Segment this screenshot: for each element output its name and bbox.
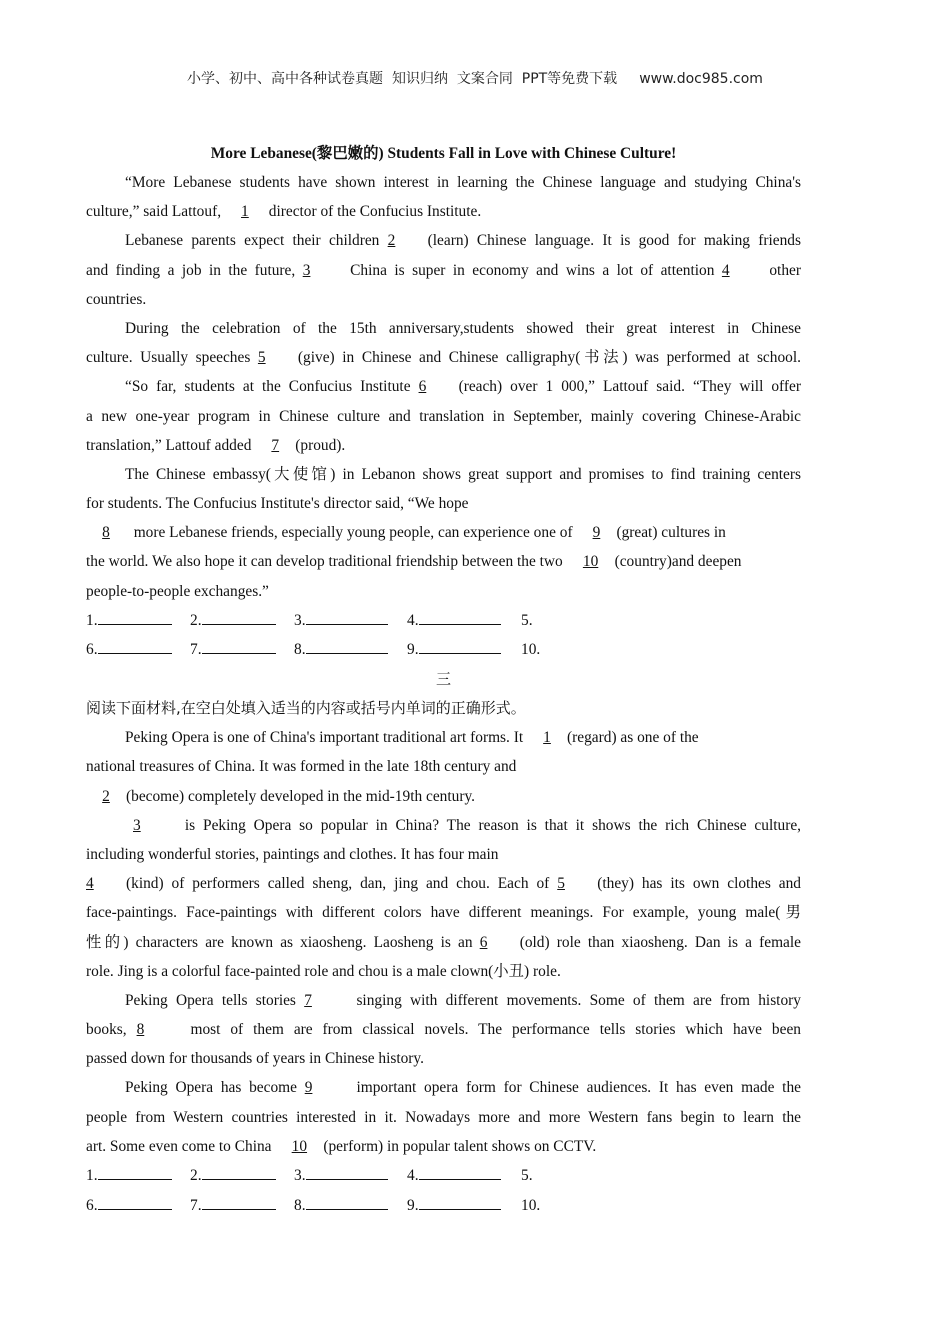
- answer-label: 1.: [86, 1167, 98, 1184]
- section-number: 三: [435, 669, 451, 688]
- text: (regard) as one of the: [567, 729, 699, 747]
- answer-slot[interactable]: [407, 606, 521, 636]
- answer-line: [98, 1195, 172, 1210]
- text: more Lebanese friends, especially young people, can experience one of: [133, 524, 573, 542]
- p2-line: [86, 752, 801, 781]
- answer-line: [306, 610, 388, 625]
- answer-line: [202, 610, 276, 625]
- p2-line: [86, 1015, 801, 1044]
- p2-blank-5[interactable]: 5: [557, 875, 565, 893]
- answer-row: [86, 635, 801, 665]
- p2-line: [86, 1044, 801, 1073]
- blank-6[interactable]: 6: [418, 378, 427, 396]
- answer-slot[interactable]: [86, 606, 190, 636]
- text: including wonderful stories, paintings and clothes. It has four main: [86, 845, 499, 863]
- p2-blank-8[interactable]: 8: [136, 1021, 145, 1039]
- answer-label: 8.: [294, 641, 306, 659]
- p1-line: [86, 460, 801, 489]
- answer-label: 6.: [86, 1196, 98, 1214]
- answer-label: 8.: [294, 1196, 306, 1214]
- answer-slot[interactable]: [294, 635, 407, 665]
- answer-slot[interactable]: [86, 1161, 190, 1191]
- answer-line: [306, 1165, 388, 1180]
- text: culture. Usually speeches: [86, 349, 251, 367]
- answer-line: [98, 610, 172, 625]
- text: translation,” Lattouf added: [86, 436, 252, 454]
- answer-label: 3.: [294, 1167, 306, 1184]
- answer-line: [419, 639, 501, 654]
- text: is Peking Opera so popular in China? The reason is that it shows the rich Chinese culture,: [184, 816, 801, 834]
- header-text: 小学、初中、高中各种试卷真题 知识归纳 文案合同 PPT等免费下载: [187, 71, 618, 87]
- text: (they) has its own clothes and: [597, 875, 801, 893]
- answer-slot[interactable]: [86, 635, 190, 665]
- answer-slot[interactable]: [521, 1161, 533, 1191]
- p1-line: [86, 197, 801, 226]
- blank-1[interactable]: 1: [241, 203, 249, 221]
- text: a new one-year program in Chinese culture and translation in September, mainly covering Chinese-Arabic: [86, 407, 801, 425]
- text: most of them are from classical novels. The performance tells stories which have been: [190, 1021, 801, 1039]
- answer-slot[interactable]: [407, 1191, 521, 1221]
- p2-line: [86, 986, 801, 1015]
- p2-line: [86, 869, 801, 898]
- answer-label: 10.: [521, 1196, 541, 1214]
- p2-blank-1[interactable]: 1: [543, 729, 551, 747]
- text: role. Jing is a colorful face-painted role and chou is a male clown(小丑) role.: [86, 962, 561, 980]
- answer-line: [202, 1195, 276, 1210]
- blank-10[interactable]: 10: [582, 553, 599, 571]
- p2-line: [86, 1132, 801, 1161]
- text: (kind) of performers called sheng, dan, jing and chou. Each of: [126, 875, 550, 893]
- p1-line: [86, 402, 801, 431]
- text: people from Western countries interested in it. Nowadays more and more Western fans begin to learn the: [86, 1108, 801, 1126]
- p2-line: [86, 898, 801, 927]
- answer-line: [202, 639, 276, 654]
- answer-row: [86, 1161, 801, 1191]
- blank-8[interactable]: 8: [102, 524, 110, 542]
- answer-slot[interactable]: [294, 606, 407, 636]
- p1-line: [86, 226, 801, 255]
- answer-label: 9.: [407, 1196, 419, 1214]
- text: (proud).: [295, 436, 346, 454]
- text: Peking Opera tells stories: [125, 991, 296, 1009]
- answer-label: 6.: [86, 641, 98, 659]
- text: (give) in Chinese and Chinese calligraphy(书法) was performed at school.: [297, 349, 801, 367]
- answer-label: 7.: [190, 1196, 202, 1214]
- answer-line: [202, 1165, 276, 1180]
- text: Peking Opera has become: [125, 1079, 297, 1097]
- section-instruction: 阅读下面材料,在空白处填入适当的内容或括号内单词的正确形式。: [86, 699, 526, 717]
- answer-label: 3.: [294, 611, 306, 629]
- document-body: [86, 139, 801, 1220]
- answer-slot[interactable]: [521, 606, 533, 636]
- text: “More Lebanese students have shown interest in learning the Chinese language and studying China's: [125, 174, 801, 191]
- answer-label: 2.: [190, 1167, 202, 1184]
- p2-line: [86, 782, 801, 811]
- text: (reach) over 1 000,” Lattouf said. “They will offer: [458, 378, 801, 396]
- answer-slot[interactable]: [294, 1191, 407, 1221]
- answer-slot[interactable]: [190, 635, 294, 665]
- p2-line: [86, 957, 801, 986]
- p2-blank-2[interactable]: 2: [102, 787, 110, 805]
- answer-line: [306, 1195, 388, 1210]
- answer-slot[interactable]: [521, 1191, 540, 1221]
- text: (great) cultures in: [616, 524, 726, 542]
- answer-row: [86, 606, 801, 636]
- answer-label: 2.: [190, 611, 202, 629]
- p1-line: [86, 256, 801, 285]
- p2-line: [86, 811, 801, 840]
- text: other: [769, 261, 801, 279]
- text: Lebanese parents expect their children: [125, 232, 380, 250]
- p1-line: [86, 168, 801, 197]
- blank-3[interactable]: 3: [302, 261, 311, 279]
- text: During the celebration of the 15th anniversary,students showed their great interest in Chinese: [125, 319, 801, 337]
- p2-line: [86, 1073, 801, 1102]
- p1-line: [86, 372, 801, 401]
- answer-line: [419, 1195, 501, 1210]
- text: countries.: [86, 290, 147, 308]
- text: (learn) Chinese language. It is good for making friends: [427, 232, 801, 250]
- p1-line: [86, 431, 801, 460]
- text: passed down for thousands of years in Chinese history.: [86, 1050, 424, 1068]
- header-url: www.doc985.com: [639, 71, 763, 87]
- text: The Chinese embassy(大使馆) in Lebanon shows great support and promises to find training centers: [125, 465, 801, 483]
- p2-blank-7[interactable]: 7: [304, 991, 312, 1009]
- text: “So far, students at the Confucius Institute: [125, 378, 411, 396]
- answer-label: 5.: [521, 1167, 533, 1184]
- answer-label: 5.: [521, 611, 533, 629]
- text: 性的) characters are known as xiaosheng. Laosheng is an: [86, 933, 473, 951]
- answer-label: 4.: [407, 611, 419, 629]
- answer-slot[interactable]: [190, 606, 294, 636]
- p2-blank-4[interactable]: 4: [86, 875, 94, 893]
- p1-line: [86, 314, 801, 343]
- p2-blank-6[interactable]: 6: [479, 933, 488, 951]
- page-header: [0, 68, 950, 88]
- answer-slot[interactable]: [294, 1161, 407, 1191]
- answer-slot[interactable]: [521, 635, 540, 665]
- blank-9[interactable]: 9: [592, 524, 601, 542]
- text: national treasures of China. It was formed in the late 18th century and: [86, 758, 517, 776]
- text: face-paintings. Face-paintings with different colors have different meanings. For example, young male(男: [86, 904, 801, 922]
- answer-slot[interactable]: [190, 1161, 294, 1191]
- answer-line: [98, 639, 172, 654]
- answer-label: 4.: [407, 1167, 419, 1184]
- answer-row: [86, 1191, 801, 1221]
- answer-line: [98, 1165, 172, 1180]
- p2-line: [86, 723, 801, 752]
- text: books,: [86, 1021, 127, 1039]
- answer-label: 9.: [407, 641, 419, 659]
- answer-label: 10.: [521, 641, 541, 659]
- p1-line: [86, 285, 801, 314]
- p2-blank-9[interactable]: 9: [304, 1079, 313, 1097]
- p2-line: [86, 840, 801, 869]
- p2-line: [86, 1103, 801, 1132]
- p1-line: [86, 343, 801, 372]
- text: (become) completely developed in the mid-19th century.: [126, 787, 476, 805]
- text: people-to-people exchanges.”: [86, 582, 269, 600]
- text: (country)and deepen: [614, 553, 742, 571]
- answer-slot[interactable]: [407, 635, 521, 665]
- text: for students. The Confucius Institute's director said, “We hope: [86, 495, 469, 513]
- text: director of the Confucius Institute.: [268, 203, 482, 221]
- answer-line: [419, 1165, 501, 1180]
- answer-slot[interactable]: [407, 1161, 521, 1191]
- blank-5[interactable]: 5: [257, 349, 266, 367]
- answer-line: [419, 610, 501, 625]
- passage1-title: More Lebanese(黎巴嫩的) Students Fall in Love with Chinese Culture!: [210, 145, 677, 162]
- blank-7[interactable]: 7: [271, 436, 280, 454]
- p1-line: [86, 547, 801, 576]
- p2-line: [86, 928, 801, 957]
- answer-line: [306, 639, 388, 654]
- text: and finding a job in the future,: [86, 261, 296, 279]
- p1-line: [86, 518, 801, 547]
- text: (perform) in popular talent shows on CCTV.: [323, 1137, 597, 1155]
- blank-4[interactable]: 4: [721, 261, 730, 279]
- blank-2[interactable]: 2: [387, 232, 396, 250]
- text: the world. We also hope it can develop traditional friendship between the two: [86, 553, 563, 571]
- answer-label: 1.: [86, 611, 98, 629]
- answer-slot[interactable]: [86, 1191, 190, 1221]
- text: (old) role than xiaosheng. Dan is a female: [519, 933, 801, 951]
- p2-blank-10[interactable]: 10: [291, 1137, 308, 1155]
- p2-blank-3[interactable]: 3: [133, 816, 141, 834]
- p1-line: [86, 489, 801, 518]
- answer-slot[interactable]: [190, 1191, 294, 1221]
- text: culture,” said Lattouf,: [86, 203, 222, 221]
- answer-label: 7.: [190, 641, 202, 659]
- p1-line: [86, 577, 801, 606]
- text: Peking Opera is one of China's important traditional art forms. It: [125, 729, 524, 747]
- text: singing with different movements. Some of them are from history: [356, 991, 801, 1009]
- text: important opera form for Chinese audiences. It has even made the: [356, 1079, 801, 1097]
- text: China is super in economy and wins a lot of attention: [350, 261, 715, 279]
- text: art. Some even come to China: [86, 1137, 272, 1155]
